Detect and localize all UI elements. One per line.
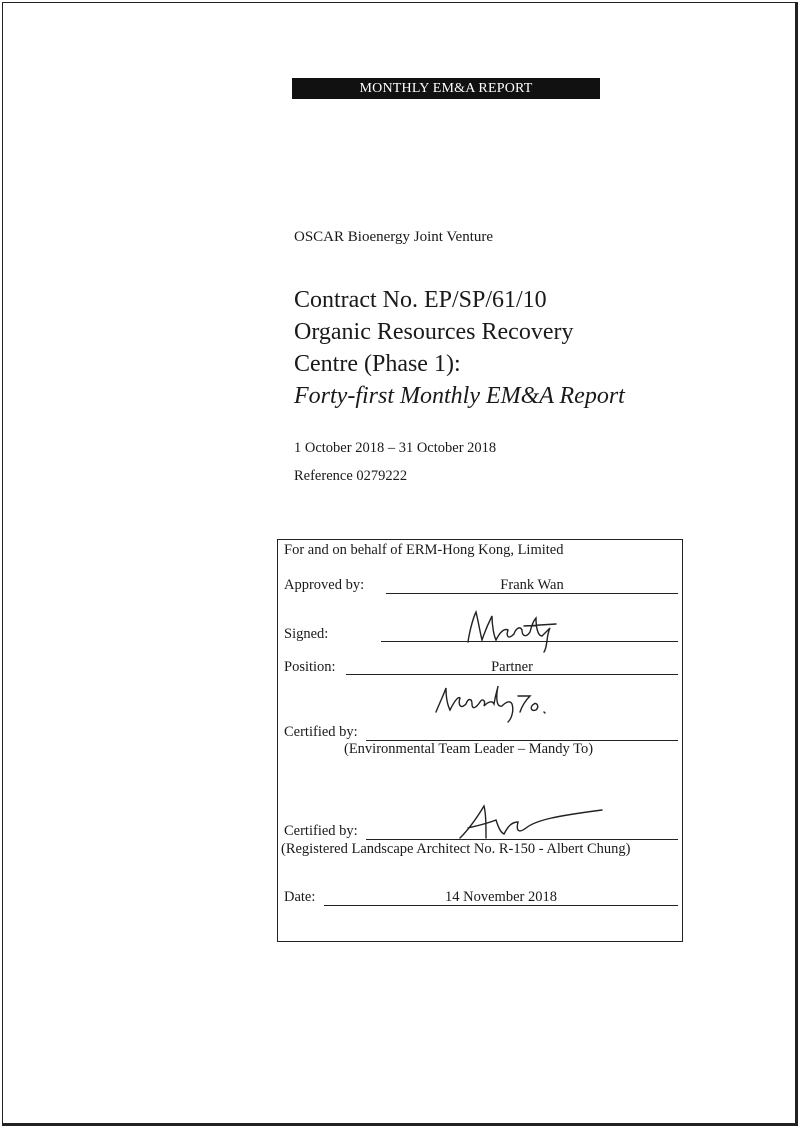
date-label: Date: (284, 889, 316, 905)
signature-albert-chung (456, 798, 606, 844)
certified-by-label-2: Certified by: (284, 823, 358, 839)
report-header-bar: MONTHLY EM&A REPORT (292, 78, 600, 99)
certified-by-note-2: (Registered Landscape Architect No. R-150 - Albert Chung) (281, 841, 631, 857)
signoff-box (277, 539, 683, 942)
title-line-1: Contract No. EP/SP/61/10 (294, 287, 547, 313)
approved-by-value: Frank Wan (500, 577, 564, 593)
signature-mandy-to (432, 682, 552, 726)
report-subtitle: Forty-first Monthly EM&A Report (294, 383, 625, 409)
title-line-3: Centre (Phase 1): (294, 351, 461, 377)
document-title (294, 284, 625, 412)
report-period: 1 October 2018 – 31 October 2018 (294, 440, 497, 456)
date-value: 14 November 2018 (445, 889, 557, 905)
certified-by-note-1: (Environmental Team Leader – Mandy To) (344, 741, 594, 757)
signature-frank-wan (458, 606, 568, 656)
title-line-2: Organic Resources Recovery (294, 319, 574, 345)
position-value: Partner (491, 659, 533, 675)
report-reference: Reference 0279222 (294, 468, 408, 484)
certified-by-label-1: Certified by: (284, 724, 358, 740)
certified-by-line-2 (366, 839, 678, 840)
signed-label: Signed: (284, 626, 329, 642)
approved-by-label: Approved by: (284, 577, 365, 593)
signoff-heading: For and on behalf of ERM-Hong Kong, Limited (284, 542, 564, 558)
position-label: Position: (284, 659, 336, 675)
company-name: OSCAR Bioenergy Joint Venture (294, 229, 494, 245)
